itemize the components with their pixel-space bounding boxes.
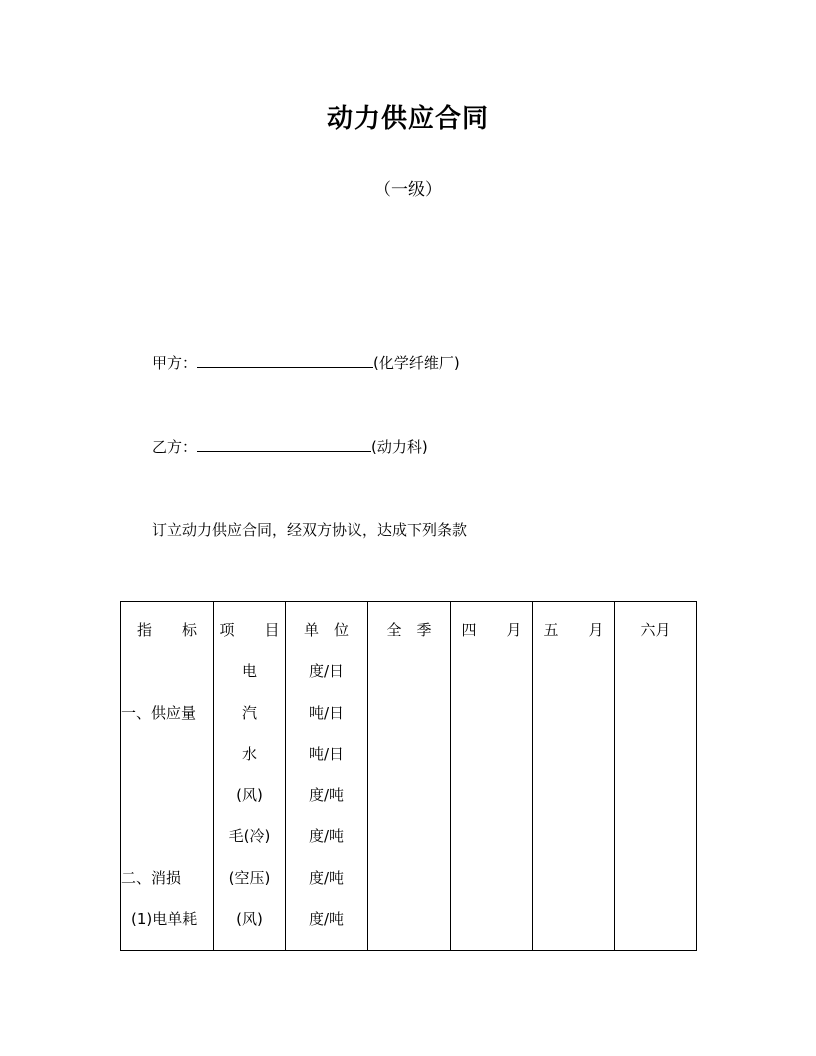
item-water: 水 <box>241 745 257 763</box>
row-label-power-consumption: (1)电单耗 <box>131 910 198 928</box>
intro-text: 订立动力供应合同，经双方协议，达成下列条款 <box>152 521 468 539</box>
unit-4: 度/吨 <box>308 786 345 804</box>
document-title: 动力供应合同 <box>326 104 489 134</box>
table-cell-april[interactable] <box>451 602 533 951</box>
unit-6: 度/吨 <box>308 869 345 887</box>
table-cell-item <box>214 602 286 951</box>
supply-table <box>120 601 697 951</box>
party-a-label: 甲方： <box>152 354 198 372</box>
unit-2: 吨/日 <box>308 704 345 722</box>
header-full-quarter: 全 季 <box>386 621 432 639</box>
item-steam: 汽 <box>241 704 257 722</box>
party-b-suffix: (动力科) <box>371 438 428 456</box>
document-subtitle: （一级） <box>374 180 442 200</box>
party-a-blank[interactable] <box>197 353 373 368</box>
party-b-label: 乙方： <box>152 438 198 456</box>
table-row <box>121 602 697 951</box>
row-label-supply: 一、供应量 <box>121 704 197 722</box>
header-april: 四 月 <box>461 621 522 639</box>
header-indicator: 指 标 <box>136 621 197 639</box>
item-wind: (风) <box>236 786 263 804</box>
table-cell-indicator <box>121 602 214 951</box>
row-label-loss: 二、消损 <box>121 869 182 887</box>
unit-1: 度/日 <box>308 662 345 680</box>
table-cell-june[interactable] <box>615 602 697 951</box>
header-item: 项 目 <box>219 621 280 639</box>
table-cell-full-quarter[interactable] <box>368 602 451 951</box>
party-a-suffix: (化学纤维厂) <box>373 354 460 372</box>
item-electricity: 电 <box>241 662 257 680</box>
table-cell-may[interactable] <box>533 602 615 951</box>
table-cell-unit <box>286 602 368 951</box>
party-b-blank[interactable] <box>197 437 371 452</box>
header-may: 五 月 <box>543 621 604 639</box>
item-cooling: 毛(冷) <box>228 827 271 845</box>
header-unit: 单 位 <box>303 621 349 639</box>
unit-7: 度/吨 <box>308 910 345 928</box>
party-b-line <box>152 436 428 457</box>
item-compressed-air: (空压) <box>228 869 271 887</box>
header-june: 六月 <box>640 621 671 639</box>
item-wind-2: (风) <box>236 910 263 928</box>
unit-5: 度/吨 <box>308 827 345 845</box>
unit-3: 吨/日 <box>308 745 345 763</box>
party-a-line <box>152 352 460 373</box>
